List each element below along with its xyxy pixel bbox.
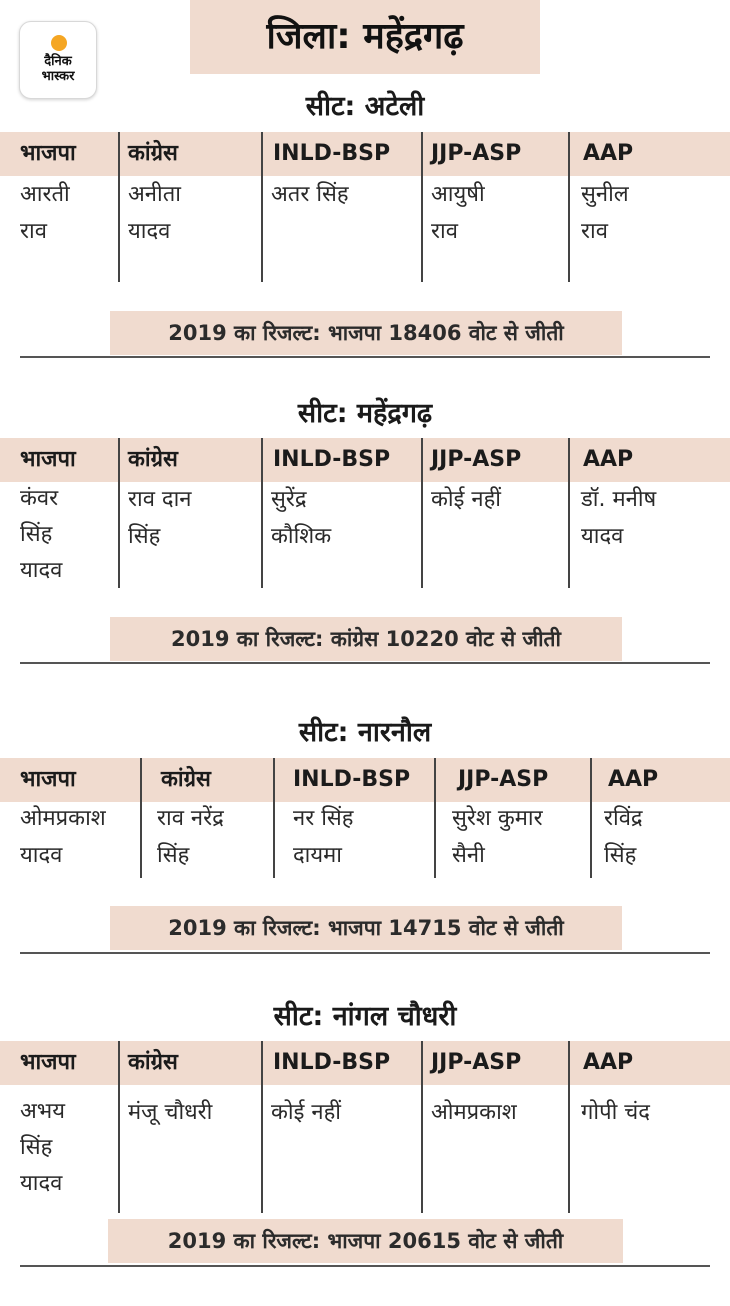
candidate-name: कंवर सिंह यादव — [20, 486, 63, 583]
result-banner-2: 2019 का रिजल्ट: कांग्रेस 10220 वोट से जीती — [110, 617, 622, 661]
result-banner-1: 2019 का रिजल्ट: भाजपा 18406 वोट से जीती — [110, 311, 622, 355]
party-header: AAP — [608, 767, 659, 792]
candidate-name: सुरेश कुमार सैनी — [452, 806, 543, 868]
party-header: JJP-ASP — [431, 141, 522, 166]
district-title: जिला: महेंद्रगढ़ — [190, 0, 540, 74]
candidate-name: राव दान सिंह — [128, 487, 192, 549]
candidate-name: अभय सिंह यादव — [20, 1099, 66, 1196]
seat-title-4: सीट: नांगल चौधरी — [273, 1001, 457, 1032]
column-divider — [118, 132, 120, 282]
party-header: JJP-ASP — [431, 1050, 522, 1075]
party-header: JJP-ASP — [431, 447, 522, 472]
candidate-name: कोई नहीं — [431, 487, 501, 512]
party-header: कांग्रेस — [161, 767, 211, 792]
candidate-name: कोई नहीं — [271, 1100, 341, 1125]
party-header: भाजपा — [20, 767, 76, 792]
party-header: AAP — [583, 141, 634, 166]
candidate-name: राव नरेंद्र सिंह — [157, 806, 224, 868]
section-divider — [20, 356, 710, 358]
column-divider — [590, 758, 592, 878]
result-banner-4: 2019 का रिजल्ट: भाजपा 20615 वोट से जीती — [108, 1219, 623, 1263]
candidate-name: सुरेंद्र कौशिक — [271, 487, 332, 549]
party-header: INLD-BSP — [273, 1050, 391, 1075]
column-divider — [118, 438, 120, 588]
sun-icon — [51, 35, 67, 51]
party-header: JJP-ASP — [458, 767, 549, 792]
column-divider — [140, 758, 142, 878]
party-header: INLD-BSP — [293, 767, 411, 792]
result-banner-3: 2019 का रिजल्ट: भाजपा 14715 वोट से जीती — [110, 906, 622, 950]
candidate-name: मंजू चौधरी — [128, 1100, 213, 1125]
candidate-name: ओमप्रकाश यादव — [20, 806, 106, 868]
party-header: AAP — [583, 1050, 634, 1075]
candidate-name: गोपी चंद — [581, 1100, 650, 1125]
column-divider — [273, 758, 275, 878]
candidate-name: अतर सिंह — [271, 182, 349, 207]
column-divider — [568, 132, 570, 282]
party-header: कांग्रेस — [128, 447, 178, 472]
candidate-name: आयुषी राव — [431, 182, 485, 244]
candidate-name: सुनील राव — [581, 182, 629, 244]
party-header: INLD-BSP — [273, 447, 391, 472]
party-header: AAP — [583, 447, 634, 472]
section-divider — [20, 952, 710, 954]
section-divider — [20, 1265, 710, 1267]
candidate-name: नर सिंह दायमा — [293, 806, 354, 868]
party-header: कांग्रेस — [128, 1050, 178, 1075]
candidate-name: अनीता यादव — [128, 182, 181, 244]
party-header: भाजपा — [20, 141, 76, 166]
seat-title-2: सीट: महेंद्रगढ़ — [297, 398, 433, 429]
column-divider — [434, 758, 436, 878]
column-divider — [568, 438, 570, 588]
party-header: INLD-BSP — [273, 141, 391, 166]
party-header: भाजपा — [20, 447, 76, 472]
column-divider — [261, 438, 263, 588]
column-divider — [118, 1041, 120, 1213]
section-divider — [20, 662, 710, 664]
party-header: भाजपा — [20, 1050, 76, 1075]
column-divider — [421, 132, 423, 282]
seat-title-3: सीट: नारनौल — [298, 717, 432, 748]
column-divider — [421, 1041, 423, 1213]
candidate-name: डॉ. मनीष यादव — [581, 487, 657, 549]
column-divider — [568, 1041, 570, 1213]
candidate-name: रविंद्र सिंह — [604, 806, 643, 868]
brand-line-1: दैनिक — [44, 54, 72, 69]
party-header: कांग्रेस — [128, 141, 178, 166]
column-divider — [261, 132, 263, 282]
candidate-name: ओमप्रकाश — [431, 1100, 517, 1125]
brand-line-2: भास्कर — [41, 69, 75, 84]
candidate-name: आरती राव — [20, 182, 70, 244]
column-divider — [261, 1041, 263, 1213]
seat-title-1: सीट: अटेली — [305, 91, 425, 122]
column-divider — [421, 438, 423, 588]
